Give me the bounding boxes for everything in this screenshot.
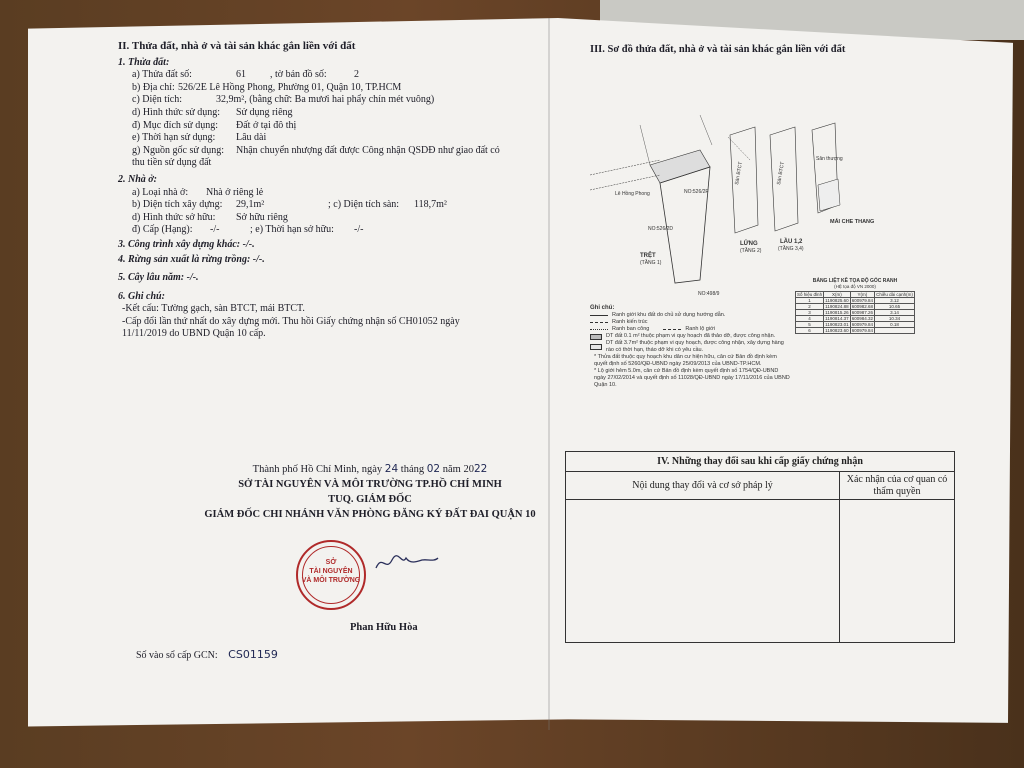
changes-body (566, 500, 954, 642)
address-row (118, 82, 548, 95)
legend-planning-note: * Thửa đất thuộc quy hoạch khu dân cư hiện hữu, căn cứ Bản đồ định kèm quyết định số 5260/QĐ-UBND ngày 25/09/2013 của UBND-TP.HCM. (594, 354, 777, 367)
address-value: 526/2E Lê Hồng Phong, Phường 01, Quận 10, TP.HCM (178, 81, 402, 93)
ownership-label: d) Hình thức sở hữu: (132, 211, 216, 223)
coordinate-cell: 2 (796, 304, 824, 310)
on-behalf: TUQ. GIÁM ĐỐC (328, 494, 412, 505)
coordinate-cell: 5 (796, 322, 824, 328)
mezzanine-plan (728, 127, 762, 254)
note-structure: -Kết cấu: Tường gạch, sàn BTCT, mái BTCT. (122, 303, 305, 315)
built-area-row (118, 199, 548, 212)
neighbor-label-b: NO:526/2F (684, 189, 709, 195)
origin-value: Nhận chuyển nhượng đất được Công nhận QSDĐ như giao đất có (236, 144, 500, 156)
mezzanine-slab-label: Sàn BTCT (734, 161, 745, 186)
coordinate-table-title: BẢNG LIỆT KÊ TỌA ĐỘ GÓC RANH (812, 278, 898, 284)
seal-text-top: SỞ (325, 559, 337, 566)
neighbor-label-a: NO:526/2D (648, 226, 674, 232)
coordinate-cell: 4 (796, 316, 824, 322)
coordinate-header-cell: Y(m) (850, 292, 874, 298)
upper-floors-label: LẦU 1,2 (780, 239, 803, 245)
seal-text-bottom: VÀ MÔI TRƯỜNG (301, 577, 361, 584)
coordinate-cell: 3.12 (875, 298, 915, 304)
legend-item-text: Ranh ban công (612, 326, 650, 332)
mezzanine-label: LỬNG (740, 241, 758, 247)
signature-block (190, 462, 550, 522)
coordinate-cell: 1190825.60 (825, 298, 849, 303)
ground-floor-label: TRỆT (640, 253, 656, 259)
changes-header (566, 472, 954, 500)
upper-floors-sub: (TẦNG 3,4) (778, 246, 804, 252)
coordinate-cell: 1190824.88 (825, 304, 849, 309)
coordinate-cell: 600979.84 (851, 298, 873, 303)
grade-value: -/- (210, 224, 220, 236)
legend-item (590, 312, 790, 319)
ownership-row (118, 212, 548, 225)
own-term-value: -/- (354, 224, 364, 236)
changes-confirmation-cell (840, 500, 954, 642)
house-type-label: a) Loại nhà ở: (132, 186, 189, 198)
map-legend (590, 305, 790, 389)
changes-col-content: Nội dung thay đổi và cơ sở pháp lý (566, 472, 840, 499)
coordinate-cell: 600984.32 (851, 316, 873, 321)
coordinate-cell: 600979.84 (851, 322, 873, 327)
parcel-no: 61 (236, 69, 246, 81)
term-value: Lâu dài (236, 132, 267, 144)
ground-floor-plan (590, 115, 720, 297)
term-label: e) Thời hạn sử dụng: (132, 132, 216, 144)
term-row (118, 132, 548, 145)
seal-ring (302, 546, 360, 604)
origin-continued: thu tiền sử dụng đất (132, 157, 212, 169)
coordinate-cell: 1190823.60 (825, 328, 849, 333)
legend-item-text: DT đất 3.7m² thuộc phạm vi quy hoạch, được công nhận, xây dựng hàng rào có thời hạn, tháo dỡ khi có yêu cầu. (606, 340, 784, 353)
notes-heading: 6. Ghi chú: (118, 290, 165, 302)
note-reissue-cont: 11/11/2019 do UBND Quận 10 cấp. (122, 328, 266, 340)
handwritten-signature (372, 550, 442, 574)
roof-plan (812, 123, 874, 225)
coordinate-cell: 6 (796, 328, 824, 334)
purpose-value: Đất ở tại đô thị (236, 119, 297, 131)
forest: 4. Rừng sản xuất là rừng trồng: -/-. (118, 253, 265, 265)
registration-label: Số vào sổ cấp GCN: (136, 650, 218, 661)
coordinate-header-cell: X(m) (824, 292, 851, 298)
coordinate-cell: 10.65 (875, 304, 915, 310)
origin-label: g) Nguồn gốc sử dụng: (132, 144, 225, 156)
grade-label: đ) Cấp (Hạng): (132, 224, 193, 236)
branch-title: GIÁM ĐỐC CHI NHÁNH VĂN PHÒNG ĐĂNG KÝ ĐẤT ĐAI QUẬN 10 (204, 509, 536, 520)
registration-number: CS01159 (228, 648, 278, 661)
coordinate-cell: 1 (796, 298, 824, 304)
coordinate-cell: 3 (796, 310, 824, 316)
registration-line (136, 648, 278, 661)
grade-row (118, 224, 548, 237)
land-heading: 1. Thửa đất: (118, 56, 170, 68)
coordinate-cell (875, 328, 915, 334)
date-year: 22 (473, 463, 488, 475)
signer-name: Phan Hữu Hòa (350, 622, 418, 633)
date-month: 02 (426, 463, 441, 475)
coordinate-cell: 600979.84 (851, 328, 873, 333)
changes-title: IV. Những thay đổi sau khi cấp giấy chứng nhận (566, 452, 954, 472)
date-day: 24 (384, 463, 399, 475)
issue-date (190, 462, 550, 477)
note-reissue: -Cấp đổi lần thứ nhất do xây dựng mới. Thu hồi Giấy chứng nhận số CH01052 ngày (122, 315, 460, 327)
mezzanine-sub: (TẦNG 2) (740, 248, 762, 254)
built-area-value: 29,1m² (236, 199, 265, 211)
coordinate-cell: 0.18 (875, 322, 915, 328)
ownership-value: Sở hữu riêng (236, 211, 288, 223)
roof-label: MÁI CHE THANG (830, 219, 875, 225)
map-sheet-no: 2 (354, 69, 359, 81)
section-iii-title: III. Sơ đồ thửa đất, nhà ở và tài sản khác gắn liền với đất (590, 44, 846, 55)
left-page (118, 40, 548, 341)
coordinate-cell: 1190815.26 (825, 310, 849, 315)
origin-row (118, 145, 548, 158)
coordinate-table-subtitle: (HỆ tọa độ VN 2000) (834, 284, 876, 289)
area-value: 32,9m², (bằng chữ: Ba mươi hai phẩy chín mét vuông) (216, 94, 435, 106)
changes-col-confirmation: Xác nhận của cơ quan có thẩm quyền (846, 474, 948, 497)
date-month-label: tháng (400, 464, 425, 475)
perennial: 5. Cây lâu năm: -/-. (118, 272, 199, 284)
coordinate-cell: 600982.68 (851, 304, 873, 309)
house-type-value: Nhà ở riêng lẻ (206, 186, 264, 198)
legend-item-text: DT đất 0.1 m² thuộc phạm vi quy hoạch đã thảo dỡ, được công nhận. (606, 333, 776, 339)
seal-text-mid: TÀI NGUYÊN (309, 568, 353, 575)
legend-item (590, 340, 790, 354)
parcel-row (118, 69, 548, 82)
legend-item-text: Ranh lộ giới (685, 326, 715, 332)
purpose-label: đ) Mục đích sử dụng: (132, 119, 218, 131)
other-construction: 3. Công trình xây dựng khác: -/-. (118, 238, 255, 250)
use-form-label: d) Hình thức sử dụng: (132, 106, 221, 118)
coordinate-table (795, 278, 915, 334)
area-row (118, 94, 548, 107)
official-seal (296, 540, 366, 610)
area-label: c) Diện tích: (132, 94, 182, 106)
changes-content-cell (566, 500, 840, 642)
legend-alley-note: * Lộ giới hẻm 5.0m, căn cứ Bản đồ định kèm quyết định số 1754/QĐ-UBND ngày 27/02/2014 và quyết định số 11028/QĐ-UBND ngày 17/11/2016 của UBND Quận 10. (594, 368, 790, 388)
use-form-value: Sử dụng riêng (236, 106, 293, 118)
legend-item (590, 319, 790, 326)
house-type-row (118, 187, 548, 200)
legend-item (590, 333, 790, 340)
address-label: b) Địa chỉ: (132, 81, 175, 93)
coordinate-cell: 3.14 (875, 310, 915, 316)
floor-area-value: 118,7m² (414, 199, 447, 211)
parcel-diagram (580, 105, 920, 305)
date-prefix: Thành phố Hồ Chí Minh, ngày (252, 464, 383, 475)
coordinate-cell: 600987.26 (851, 310, 873, 315)
legend-item-text: Ranh kiến trúc (612, 319, 648, 325)
section-ii-title: II. Thửa đất, nhà ở và tài sản khác gắn liền với đất (118, 40, 356, 52)
map-sheet-label: , tờ bản đồ số: (270, 69, 327, 81)
legend-item (590, 326, 790, 333)
own-term-label: ; e) Thời hạn sở hữu: (250, 224, 334, 236)
legend-title: Ghi chú: (590, 305, 615, 311)
coordinate-cell: 1190814.37 (825, 316, 849, 321)
upper-slab-label: Sàn BTCT (776, 161, 787, 186)
upper-floors-plan (770, 127, 804, 252)
coordinate-header-cell: Chiều dài cạnh(m) (876, 292, 913, 297)
coordinate-cell: 1190823.01 (825, 322, 849, 327)
neighbor-label-c: NO:498/9 (698, 291, 720, 297)
house-heading: 2. Nhà ở: (118, 173, 157, 185)
coordinate-row (796, 328, 915, 334)
purpose-row (118, 120, 548, 133)
authority-name: SỞ TÀI NGUYÊN VÀ MÔI TRƯỜNG TP.HỒ CHÍ MINH (238, 479, 502, 490)
street-label: Lê Hồng Phong (615, 191, 650, 197)
use-form-row (118, 107, 548, 120)
ground-floor-sub: (TẦNG 1) (640, 260, 662, 266)
parcel-label: a) Thửa đất số: (132, 69, 192, 81)
terrace-label: Sân thượng (816, 156, 843, 162)
changes-table (565, 451, 955, 643)
legend-item-text: Ranh giới khu đất do chủ sử dụng hướng dẫn. (612, 312, 726, 318)
coordinate-grid (795, 291, 915, 334)
date-year-label: năm 20 (442, 464, 474, 475)
built-area-label: b) Diện tích xây dựng: (132, 199, 223, 211)
coordinate-header-cell: Số hiệu đỉnh (797, 292, 823, 297)
floor-area-label: ; c) Diện tích sàn: (328, 199, 400, 211)
page-fold (548, 18, 550, 730)
coordinate-cell: 10.34 (875, 316, 915, 322)
